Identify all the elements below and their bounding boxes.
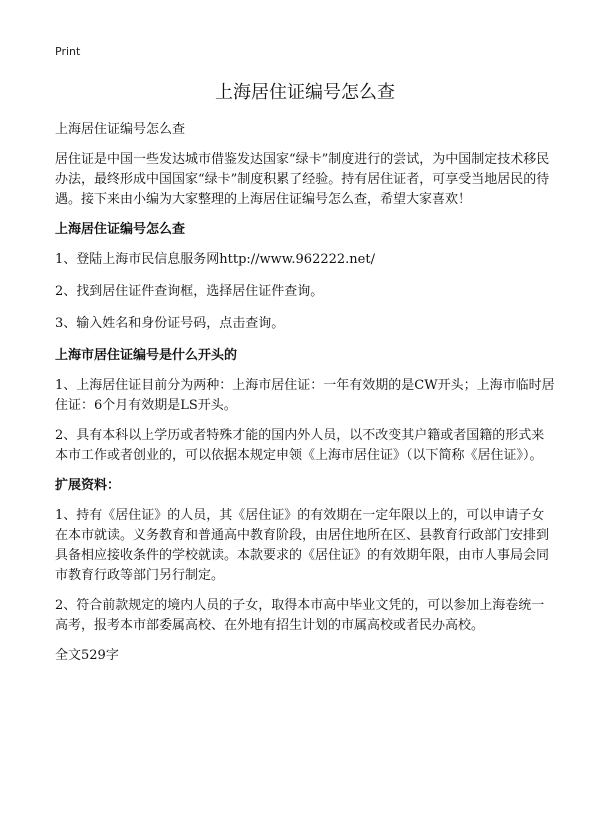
query-step-3: 3、输入姓名和身份证号码，点击查询。 [55, 316, 285, 331]
document-page [55, 44, 555, 676]
query-step-1: 1、登陆上海市民信息服务网http://www.962222.net/ [55, 252, 375, 267]
prefix-item-1: 1、上海居住证目前分为两种：上海市居住证：一年有效期的是CW开头；上海市临时居住证：6个月有效期是LS开头。 [55, 378, 555, 413]
section-heading-extended: 扩展资料： [55, 478, 121, 493]
section-heading-prefix: 上海市居住证编号是什么开头的 [55, 348, 238, 363]
extended-item-2: 2、符合前款规定的境内人员的子女，取得本市高中毕业文凭的，可以参加上海卷统一高考，报考本市部委属高校、在外地有招生计划的市属高校或者民办高校。 [55, 598, 545, 633]
intro-paragraph: 居住证是中国一些发达城市借鉴发达国家“绿卡”制度进行的尝试，为中国制定技术移民办法，最终形成中国国家“绿卡”制度积累了经验。持有居住证者，可享受当地居民的待遇。接下来由小编为大家整理的上海居住证编号怎么查，希望大家喜欢！ [55, 152, 550, 207]
word-count: 全文529字 [55, 648, 119, 663]
prefix-item-2: 2、具有本科以上学历或者特殊才能的国内外人员，以不改变其户籍或者国籍的形式来本市工作或者创业的，可以依据本规定申领《上海市居住证》（以下简称《居住证》）。 [55, 428, 545, 463]
page-title: 上海居住证编号怎么查 [215, 82, 395, 103]
query-step-2: 2、找到居住证件查询框，选择居住证件查询。 [55, 284, 324, 299]
extended-item-1: 1、持有《居住证》的人员，其《居住证》的有效期在一定年限以上的，可以申请子女在本市就读。义务教育和普通高中教育阶段，由居住地所在区、县教育行政部门安排到具备相应接收条件的学校就读。本款要求的《居住证》的有效期年限，由市人事局会同市教育行政等部门另行制定。 [55, 508, 550, 583]
print-link[interactable]: Print [55, 45, 81, 58]
section-heading-query: 上海居住证编号怎么查 [55, 222, 186, 237]
subtitle: 上海居住证编号怎么查 [55, 122, 186, 137]
